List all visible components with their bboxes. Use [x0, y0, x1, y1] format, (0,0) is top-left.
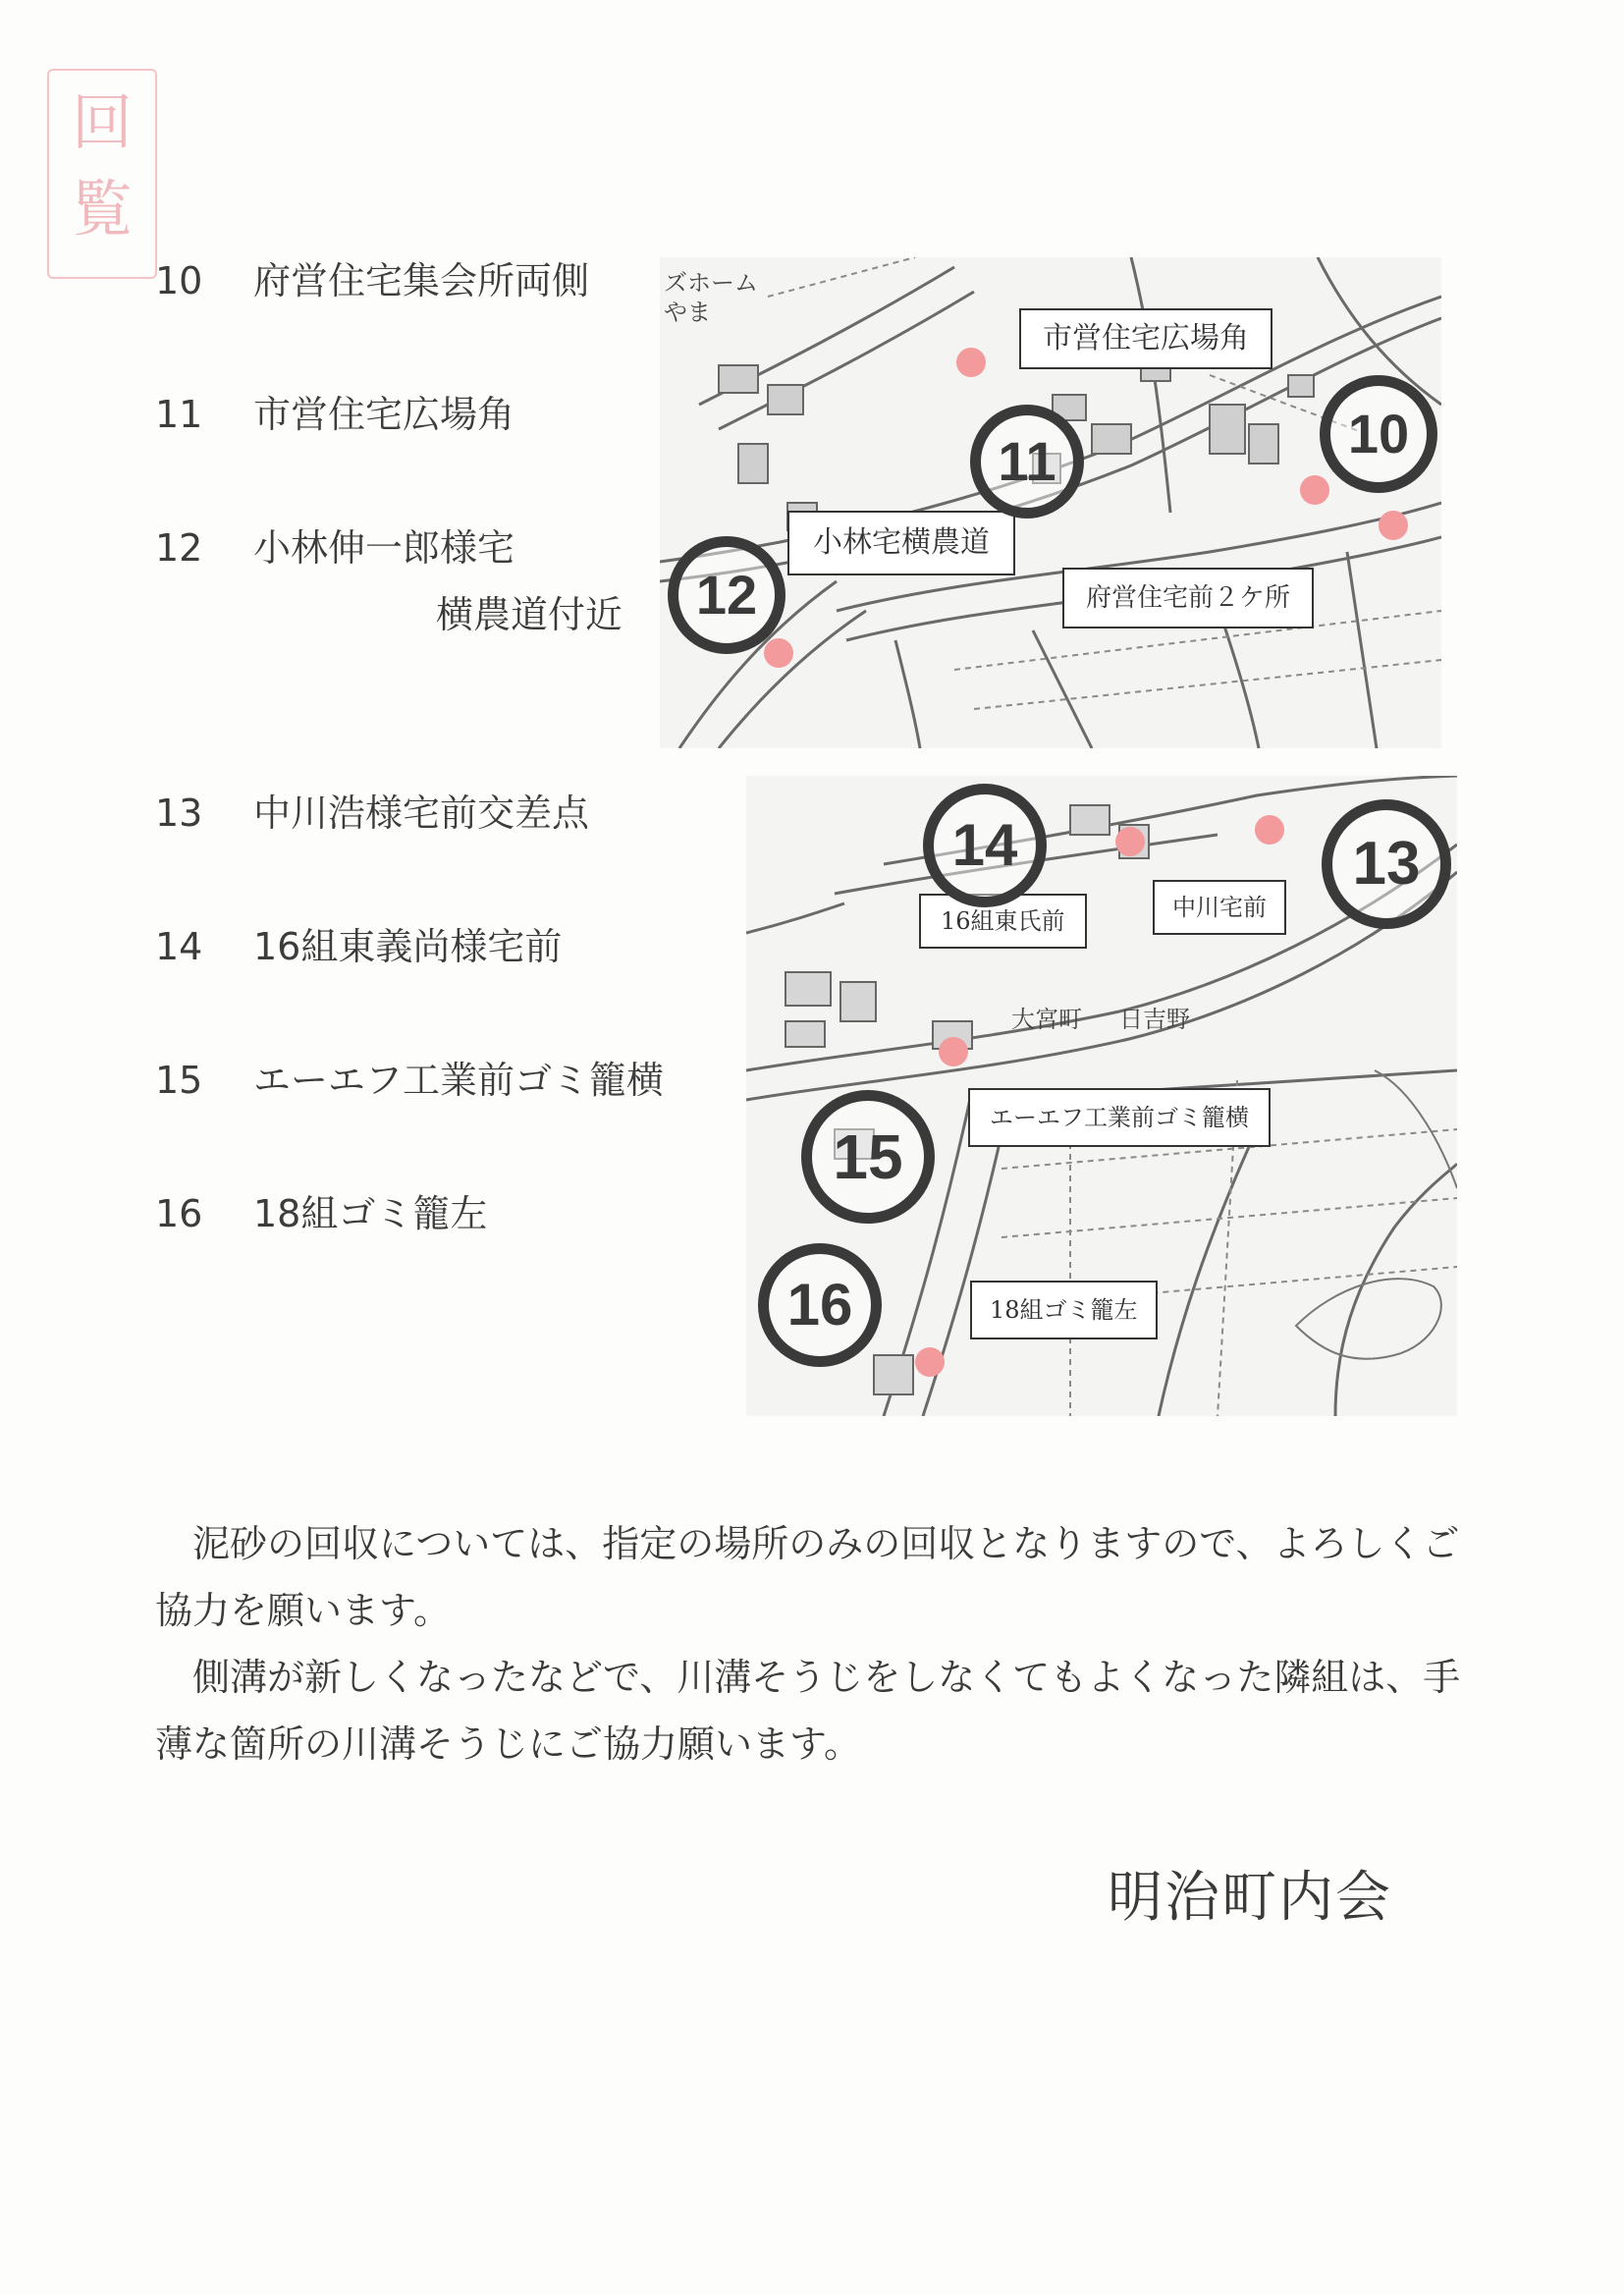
circulation-stamp — [47, 69, 157, 279]
stamp-char-1: 回 — [71, 86, 133, 158]
list-item-text: 市営住宅広場角 — [253, 393, 515, 436]
map-badge-14: 14 — [923, 784, 1047, 907]
notice-paragraph-1: 泥砂の回収については、指定の場所のみの回収となりますので、よろしくご協力を願います。 — [155, 1522, 1460, 1632]
list-item-number: 10 — [155, 259, 203, 302]
list-item-12-continuation: 横農道付近 — [436, 593, 623, 636]
list-item-12 — [155, 526, 514, 570]
notice-body — [155, 1510, 1461, 1777]
list-item-15 — [155, 1059, 664, 1102]
map-badge-10: 10 — [1320, 375, 1437, 493]
map-badge-15: 15 — [801, 1090, 935, 1224]
list-item-text: 18組ゴミ籠左 — [253, 1192, 488, 1235]
map-label-kobayashi-farm-road: 小林宅横農道 — [787, 511, 1015, 575]
list-item-text: 中川浩様宅前交差点 — [253, 792, 590, 835]
stamp-char-2: 覧 — [71, 173, 133, 245]
list-item-11 — [155, 393, 514, 436]
map-top — [660, 257, 1441, 748]
map-marker-dot — [939, 1037, 968, 1066]
map-marker-dot — [1255, 815, 1284, 845]
list-item-number: 16 — [155, 1192, 203, 1235]
map-label-prefectural-housing: 府営住宅前２ケ所 — [1062, 568, 1314, 628]
map-label-city-housing-plaza: 市営住宅広場角 — [1019, 308, 1272, 369]
map-badge-12: 12 — [668, 536, 785, 654]
list-item-13 — [155, 792, 589, 835]
map-marker-dot — [764, 638, 793, 668]
map-badge-13: 13 — [1322, 799, 1451, 929]
map-marker-dot — [956, 348, 986, 377]
list-item-number: 14 — [155, 925, 203, 968]
list-item-text: 府営住宅集会所両側 — [253, 259, 590, 302]
map-marker-dot — [915, 1347, 945, 1377]
map-label-16-kumi-higashi: 16組東氏前 — [919, 894, 1087, 949]
map-marker-dot — [1379, 511, 1408, 540]
list-item-number: 11 — [155, 393, 203, 436]
map-top-fragment-text: やま — [664, 299, 711, 326]
list-item-text: 16組東義尚様宅前 — [253, 925, 563, 968]
list-item-number: 15 — [155, 1059, 203, 1102]
list-item-text: エーエフ工業前ゴミ籠横 — [253, 1059, 665, 1102]
map-label-nakagawa: 中川宅前 — [1153, 880, 1286, 935]
notice-paragraph-2: 側溝が新しくなったなどで、川溝そうじをしなくてもよくなった隣組は、手薄な箇所の川溝そうじにご協力願います。 — [155, 1656, 1461, 1766]
map-marker-dot — [1115, 827, 1145, 856]
map-bottom — [746, 776, 1457, 1416]
list-item-number: 12 — [155, 526, 203, 570]
list-item-text: 小林伸一郎様宅 — [253, 526, 515, 570]
map-marker-dot — [1300, 475, 1329, 505]
map-badge-16: 16 — [758, 1243, 882, 1367]
map-bottom-fragment-text: 大宮町 — [1011, 1006, 1082, 1033]
map-top-fragment-text: ズホーム — [664, 269, 758, 297]
map-badge-11: 11 — [970, 405, 1084, 519]
map-bottom-fragment-text: 日吉野 — [1119, 1006, 1190, 1033]
list-item-14 — [155, 925, 562, 968]
list-item-16 — [155, 1192, 487, 1235]
list-item-10 — [155, 259, 589, 302]
list-item-number: 13 — [155, 792, 203, 835]
signature-neighborhood-association: 明治町内会 — [1108, 1866, 1392, 1930]
map-label-18-kumi: 18組ゴミ籠左 — [970, 1281, 1158, 1339]
map-label-af-kogyo: エーエフ工業前ゴミ籠横 — [968, 1088, 1271, 1147]
